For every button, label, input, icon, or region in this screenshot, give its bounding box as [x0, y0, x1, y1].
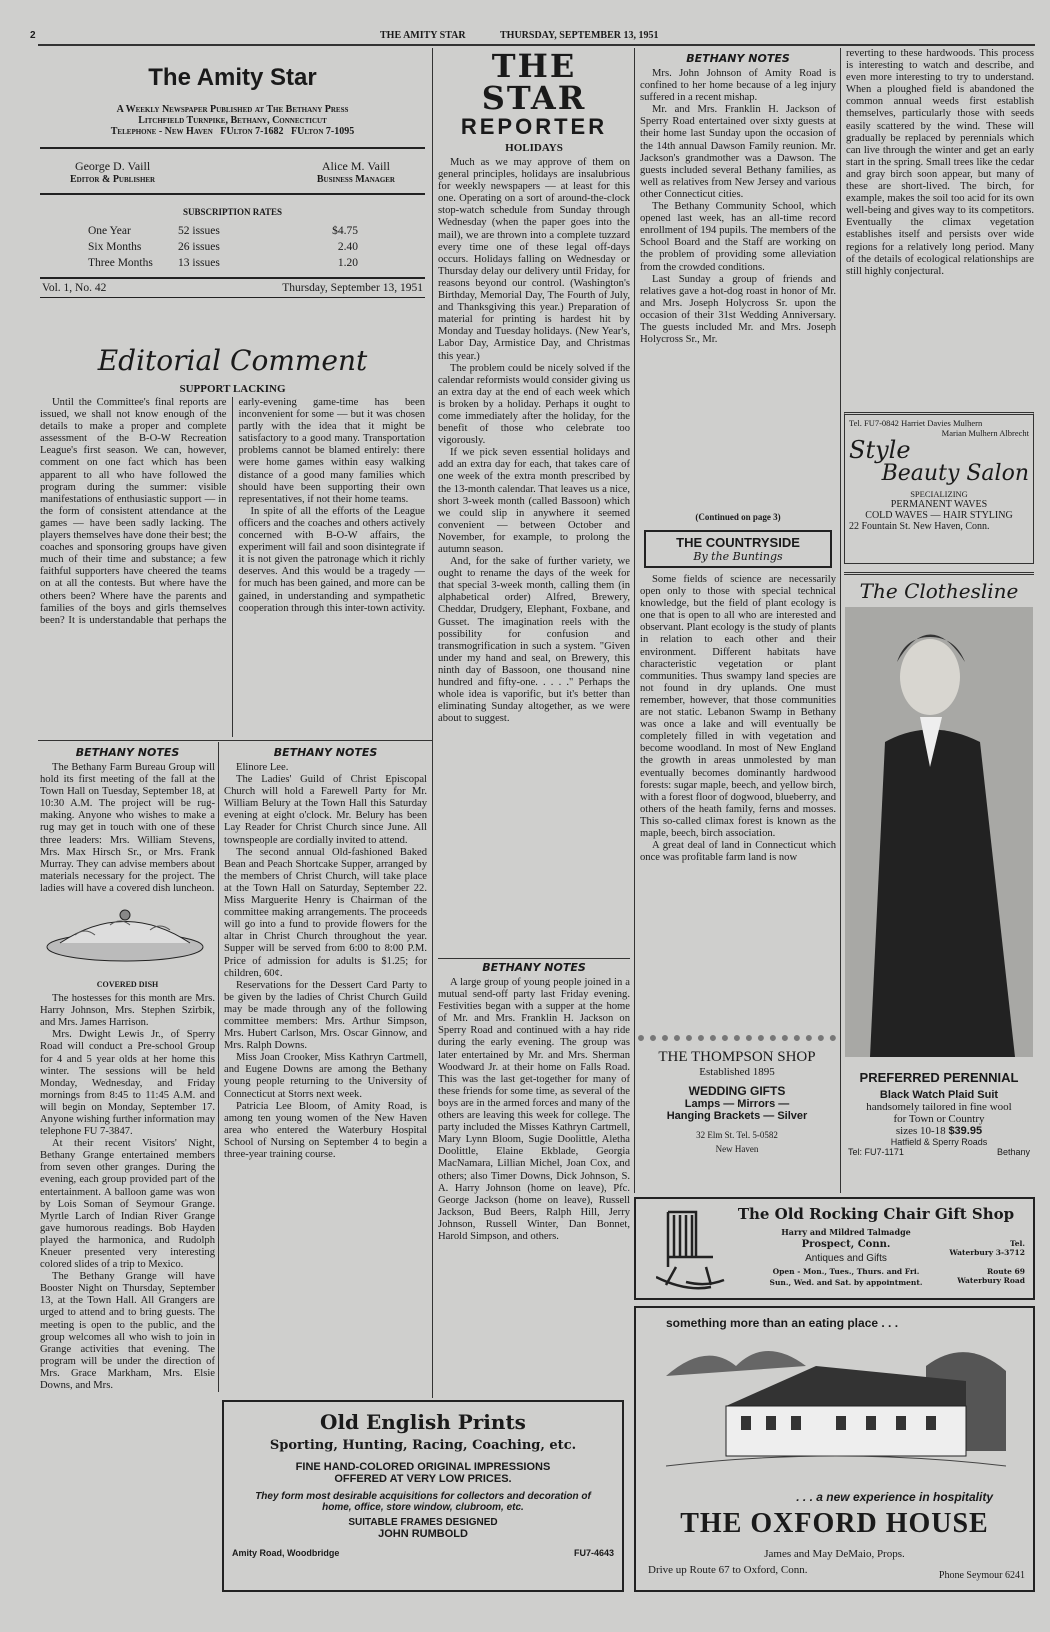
- ad-price: $39.95: [948, 1125, 983, 1137]
- ad-line: Antiques and Gifts: [805, 1253, 887, 1264]
- ad-town: Prospect, Conn.: [801, 1239, 891, 1250]
- page-number: 2: [30, 30, 36, 41]
- ad-tagline: . . . a new experience in hospitality: [796, 1490, 993, 1504]
- article-body: [438, 157, 630, 952]
- ad-owner: Marian Mulhern Albrecht: [941, 428, 1029, 438]
- article-headline: HOLIDAYS: [505, 142, 563, 154]
- ad-owner: JOHN RUMBOLD: [378, 1528, 468, 1540]
- masthead: [40, 58, 425, 298]
- ad-phone: Waterbury 3-3712: [949, 1248, 1025, 1257]
- ad-phone: Tel. FU7-0842: [849, 418, 899, 428]
- paragraph: The Bethany Grange will have Booster Night on Thursday, September 13, at the Town Hall. All Grangers are urged to attend and to bring guests. The meeting is open to the public, and the group welcomes all who wish to join in Grange activities that evening. The program will be under the direction of Mrs. Grace Markham, Mrs. Elsie Downs, and Mrs.: [40, 1271, 215, 1392]
- rates-table: [40, 223, 425, 271]
- countryside-continuation: reverting to these hardwoods. This process is interesting to watch and describe, and even more interesting to try to understand. When a ploughed field is abandoned the common annual weeds first establish themselves, particularly those with seeds easily scattered by the wind. These will gradually be replaced by perennials which can live through the winter and get an early start in the spring. Small trees like the cedar and gray birch soon appear, but many of these are short-lived. The birch, for example, makes the soil too acid for its own well-being and gives way to its competitors. Eventually the climax vegetation establishes itself and persists over wide regions for a relatively long period. Many of the details of ecological relationships are still highly conjectural.: [846, 48, 1034, 277]
- ad-tagline: something more than an eating place . . .: [666, 1316, 899, 1330]
- notes-body: [640, 68, 836, 510]
- ad-phone: Phone Seymour 6241: [938, 1570, 1025, 1581]
- section-heading: BETHANY NOTES: [75, 746, 180, 759]
- ad-phone: Tel: FU7-1171: [848, 1147, 904, 1157]
- ad-title: Style: [849, 436, 911, 464]
- oxford-house-ad: [634, 1306, 1035, 1592]
- paragraph: Miss Joan Crooker, Miss Kathryn Cartmell, and Eugene Downs are among the Bethany young people returning to the University of Connecticut at Storrs next week.: [224, 1052, 427, 1100]
- rates-title: SUBSCRIPTION RATES: [182, 207, 283, 217]
- rate-price: 1.20: [337, 257, 358, 269]
- ad-phone: FU7-4643: [573, 1548, 614, 1558]
- ad-title: The Clothesline: [859, 579, 1019, 603]
- ad-line: for Town or Country: [893, 1113, 985, 1125]
- ad-line: Lamps — Mirrors —: [684, 1098, 790, 1110]
- ad-title: Beauty Salon: [881, 461, 1029, 486]
- reporter-subtitle: REPORTER: [460, 114, 608, 139]
- editorial-title: Editorial Comment: [97, 344, 368, 377]
- ad-route: Route 69: [987, 1267, 1025, 1276]
- image-caption: COVERED DISH: [96, 980, 159, 990]
- paragraph: In spite of all the efforts of the League officers and the coaches and others actively concerned with B-O-W affairs, the experiment will fail and soon disintegrate if it is not given the patronage which it richly deserves. And this would be a tragedy — for much has been gained, and more can be gained, in understanding and sympathetic cooperation through this inter-town activity.: [238, 505, 425, 614]
- editor-block: [70, 159, 155, 185]
- paragraph: The hostesses for this month are Mrs. Harry Johnson, Mrs. Stephen Szirbik, and Mrs. James Harrison.: [40, 993, 215, 1029]
- continued-note: (Continued on page 3): [695, 512, 781, 522]
- ad-address: 22 Fountain St. New Haven, Conn.: [849, 521, 990, 532]
- ad-line: Hanging Brackets — Silver: [666, 1110, 808, 1122]
- ad-line: OFFERED AT VERY LOW PRICES.: [334, 1473, 512, 1485]
- ad-owners: Harry and Mildred Talmadge: [781, 1227, 911, 1237]
- ad-headline: WEDDING GIFTS: [688, 1084, 786, 1098]
- thompson-shop-ad: [638, 1035, 836, 1195]
- ad-subtitle: Sporting, Hunting, Racing, Coaching, etc.: [269, 1438, 577, 1453]
- editor-role: Editor & Publisher: [70, 174, 156, 185]
- masthead-title: The Amity Star: [148, 64, 317, 91]
- ad-owner: Harriet Davies Mulhern: [901, 418, 983, 428]
- manager-block: [317, 159, 395, 185]
- paragraph: Some fields of science are necessarily open only to those with special technical knowledge, but the field of plant ecology is one that is open to all who are interested and observant. Plant ecology is the study of plants in relation to each other and their environment. Different habitats have characteristic vegetation or plant communities. Thus swampy land species are not found in dry uplands. One must remember, however, that those communities are not static. Lebanon Swamp in Bethany was once a lake and will eventually be completely filled in with vegetation and become woodland. In most of New England the growth in areas unmolested by man eventually becomes dominantly hardwood forests: sugar maple, beech, and yellow birch, with a forest floor of dogwood, blueberry, and others of the heath family, ferns and mosses. This so-called climax forest is known as the maple, beech, birch association.: [640, 574, 836, 839]
- ad-phone-label: Tel.: [1010, 1239, 1025, 1248]
- rate-issues: 52 issues: [178, 225, 220, 237]
- old-english-prints-ad: [222, 1400, 624, 1592]
- rate-price: $4.75: [332, 225, 358, 237]
- byline: By the Buntings: [693, 550, 783, 563]
- bethany-notes-1: [40, 744, 215, 1594]
- manager-role: Business Manager: [316, 174, 395, 185]
- paragraph: Last Sunday a group of friends and relatives gave a hot-dog roast in honor of Mr. and Mrs. Joseph Holycross Sr. upon the occasion of their 31st Wedding Anniversary. The guests included Mr. and Mrs. Joseph Holycross Sr., Mr.: [640, 273, 836, 346]
- paragraph: The Bethany Farm Bureau Group will hold its first meeting of the fall at the Town Hall on Tuesday, September 18, at 10:30 A.M. The project will be rug-making. Anyone who wishes to make a rug may get in touch with one of these three leaders: Mrs. William Stevens, Mrs. Max Hirsch Sr., or Mrs. Frank Murray. They can advise members about materials necessary for the project. The ladies will have a covered dish luncheon.: [40, 762, 215, 894]
- ad-address: Hatfield & Sperry Roads: [890, 1137, 988, 1147]
- paragraph: And, for the sake of further variety, we ought to rename the days of the week for that special 3-week month, calling them (in alphabetical order) Alfred, Brewery, Cheddar, Drudgery, Elephant, Foxbane, and Gusset. The imagination reels with the possibility for confusion and transmogrification in such a system. "Given under my hand and seal, on Brewery, this ninth day of Bassoon, one thousand nine hundred and fifty-one. . . . ." Perhaps the whole idea is vaporific, but it's better than eliminating Sunday altogether, as we were about to suggest.: [438, 556, 630, 725]
- address-line: Litchfield Turnpike, Bethany, Connecticut: [138, 115, 327, 126]
- rate-term: Three Months: [88, 257, 153, 269]
- ad-item: Black Watch Plaid Suit: [879, 1089, 999, 1101]
- ad-proprietors: James and May DeMaio, Props.: [764, 1548, 905, 1560]
- section-heading: BETHANY NOTES: [482, 961, 586, 974]
- paragraph: Patricia Lee Bloom, of Amity Road, is among ten young women of the New Haven area who entered the Waterbury Hospital School of Nursing on September 4 to begin a three-year training course.: [224, 1100, 427, 1160]
- ad-town: Bethany: [996, 1147, 1030, 1157]
- paragraph: Until the Committee's final reports are issued, we shall not know enough of the details to make a proper and complete assessment of the B-O-W Recreation League's first season. We can, however, comment on one fact which has been apparent to all who have followed the program during the summer: visible manifestations of enthusiastic support — in the form of consistent attendance at the games — have been sadly lacking. The players themselves have done their best; the coaches and sponsoring groups have given much of their time and substance; a few faithful supporters have cheered the teams on at all the contests. But where have the others been? Where have the parents and families of the boys and girls themselves been? It is understandable that perhaps the early-evening game-time has been inconvenient for some — but it was chosen partly with the idea that it might be satisfactory to a good many. Transportation problems cannot be blamed entirely: there were home games within easy walking distance of a good many families which should have been supporting their own representatives, if not their home teams.: [40, 397, 425, 626]
- rate-row: [88, 255, 425, 271]
- column-title: THE COUNTRYSIDE: [676, 535, 800, 550]
- ad-directions: Drive up Route 67 to Oxford, Conn.: [648, 1564, 808, 1576]
- woman-in-suit-photo: [845, 607, 1033, 1057]
- paragraph: Elinore Lee.: [236, 762, 289, 773]
- rocking-chair-illustration: [656, 1207, 726, 1292]
- paragraph: The Bethany Community School, which opened last week, has an all-time record enrollment of 194 pupils. The members of the School Board and the Staff are working on the problem of providing some alleviation from the crowded conditions.: [640, 201, 836, 273]
- column-4: [640, 50, 836, 1140]
- ad-hours: Open - Mon., Tues., Thurs. and Fri.: [772, 1267, 920, 1276]
- phone-2: FUlton 7-1095: [291, 126, 355, 137]
- notes-body: [40, 993, 215, 1392]
- ad-sizes: sizes 10-18: [895, 1125, 946, 1137]
- ad-town: New Haven: [715, 1144, 759, 1154]
- paragraph: At their recent Visitors' Night, Bethany Grange entertained members from seven other granges. During the evening, each group provided part of the entertainment. A balloon game was won by Lois Soman of Seymour Grange. Myrtle Larch of Indian River Grange gave humorous readings. Bob Hayden played the harmonica, and Rudolph Kneuer presented very interesting colored slides of a trip to Mexico.: [40, 1138, 215, 1271]
- covered-dish-illustration: [40, 895, 210, 975]
- ad-road: Waterbury Road: [957, 1276, 1025, 1285]
- notes-body: [438, 977, 630, 1243]
- notes-body: [40, 762, 215, 895]
- rate-term: One Year: [88, 225, 131, 237]
- paragraph: If we pick seven essential holidays and add an extra day for each, that takes care of one week of the extra month prescribed by the 13-month calendar. That leaves us a nice, short 3-week month (called Bassoon) which we could slip in anywhere it seemed convenient — between October and November, for example, to prolong the autumn season.: [438, 447, 630, 555]
- countryside-header: [644, 530, 832, 568]
- notes-body: [224, 762, 427, 1161]
- rate-row: [88, 239, 425, 255]
- ad-title: THE OXFORD HOUSE: [680, 1508, 989, 1539]
- star-reporter-column: [438, 50, 630, 1395]
- ad-line: FINE HAND-COLORED ORIGINAL IMPRESSIONS: [295, 1461, 551, 1473]
- bethany-notes-2: [224, 744, 427, 1394]
- issue-date: Thursday, September 13, 1951: [282, 282, 423, 294]
- rate-issues: 13 issues: [178, 257, 220, 269]
- phone-label: Telephone - New Haven: [110, 126, 213, 137]
- section-heading: BETHANY NOTES: [686, 52, 790, 65]
- clothesline-ad: [844, 572, 1034, 1192]
- rate-row: [88, 223, 425, 239]
- paragraph: The second annual Old-fashioned Baked Bean and Peach Shortcake Supper, arranged by the members of Christ Church, will take place at the Town Hall on Saturday, September 22. Miss Marguerite Henry is Chairman of the committee making arrangements. The proceeds will go into a fund to provide flowers for the altar in Christ Church throughout the year. Supper will be served from 6:00 to 8:00 P.M. Price of admission for adults is $1.25; for children, 60¢.: [224, 846, 427, 979]
- paragraph: A great deal of land in Connecticut which once was profitable farm land is now: [640, 840, 836, 864]
- ad-address: 32 Elm St. Tel. 5-0582: [696, 1130, 778, 1140]
- ad-headline: PREFERRED PERENNIAL: [859, 1070, 1019, 1085]
- rate-issues: 26 issues: [178, 241, 220, 253]
- paragraph: Mrs. John Johnson of Amity Road is confined to her home because of a leg injury suffered in a recent mishap.: [640, 68, 836, 104]
- ad-line: SUITABLE FRAMES DESIGNED: [348, 1517, 498, 1528]
- manager-name: Alice M. Vaill: [321, 159, 390, 173]
- publisher-line: A Weekly Newspaper Published at The Bethany Press: [116, 104, 349, 115]
- ad-description: They form most desirable acquisitions for collectors and decoration of home, office, store window, clubroom, etc.: [255, 1491, 591, 1513]
- paragraph: A large group of young people joined in a mutual send-off party last Friday evening. Festivities began with a supper at the home of Mr. and Mrs. Franklin H. Jackson on Sperry Road and continued with a hay ride during the early evening. The group was later entertained by Mr. and Mrs. Sherman Woodward Jr. at their home on Falls Road. This was the last get-together for many of these friends for some time, as several of the boys are in the armed forces and many of the others are leaving this week for college. The party included the Misses Kathryn Cartmell, Mary Lynn Bloom, Sugie Doolittle, Aletha Doolittle, Elaine Ekblade, Georgia MacNamara, Lillian Michel, Joan Cox, and others; also Timer Downs, Dick Johnson, S. A. Harry Johnson (home on leave), Pfc. George Jackson (home on leave), Russell Jackson, Bud Beers, Ralph Hill, Jerry Johnson, Russell Winter, Dan Bonnet, Harold Simpson, and others.: [438, 977, 630, 1242]
- ad-hours: Sun., Wed. and Sat. by appointment.: [769, 1278, 923, 1287]
- reporter-title: THE STAR: [481, 50, 587, 117]
- ad-line: COLD WAVES — HAIR STYLING: [865, 510, 1013, 521]
- running-title: THE AMITY STAR: [380, 30, 466, 41]
- rate-term: Six Months: [88, 241, 142, 253]
- volume-number: Vol. 1, No. 42: [42, 282, 107, 294]
- phone-1: FUlton 7-1682: [220, 126, 284, 137]
- ad-line: handsomely tailored in fine wool: [866, 1101, 1012, 1113]
- article-body: [640, 574, 836, 1079]
- rocking-chair-gift-shop-ad: [634, 1197, 1035, 1300]
- ad-title: The Old Rocking Chair Gift Shop: [737, 1205, 1015, 1223]
- paragraph: Reservations for the Dessert Card Party to be given by the ladies of Christ Church Guild may be made through any of the following committee members: Mrs. Arthur Simpson, Mrs. Hubert Carlson, Mrs. Oscar Ginnow, and Mrs. Ralph Downs.: [224, 979, 427, 1052]
- running-date: THURSDAY, SEPTEMBER 13, 1951: [500, 30, 659, 41]
- paragraph: Much as we may approve of them on general principles, holidays are insalubrious for weekly newspapers — at least for this one. Operating on a sort of around-the-clock stop-watch schedule from Sunday through Wednesday (when the paper goes into the mail), we are thrown into a complete tuzzard every time one of these legal off-days occurs. Holidays falling on Wednesday or Thursday delay our delivery until Friday, for reasons beyond our control. (Washington's Birthday, Memorial Day, The Fourth of July, and Thanksgiving this year.) Preparation of material for printing is hardest hit by Monday and Tuesday holidays. (New Year's, Labor Day, Armistice Day, and Christmas this year.): [438, 157, 630, 362]
- paragraph: Mr. and Mrs. Franklin H. Jackson of Sperry Road entertained over sixty guests at their home last Sunday upon the occasion of the 14th annual Dawson Family reunion. Mr. Jackson's grandmother was a Dawson. The guests included several Bethany families, as well as relatives from New Jersey and various other Connecticut cities.: [640, 104, 836, 200]
- ad-line: SPECIALIZING: [910, 489, 968, 499]
- ad-title: THE THOMPSON SHOP: [658, 1049, 816, 1065]
- ad-title: Old English Prints: [320, 1410, 526, 1434]
- paragraph: Mrs. Dwight Lewis Jr., of Sperry Road will conduct a Pre-school Group for 4 and 5 year olds at her home this winter. The sessions will be held Monday, Wednesday, and Friday mornings from 8:45 to 11:45 A.M. and will begin on Monday, September 17. Anyone wishing further information may telephone FU 7-3847.: [40, 1029, 215, 1138]
- ad-address: Amity Road, Woodbridge: [232, 1548, 340, 1558]
- oxford-house-illustration: [666, 1336, 1006, 1486]
- paragraph: The Ladies' Guild of Christ Episcopal Church will hold a Farewell Party for Mr. William Belury at the Town Hall this Saturday evening at eight o'clock. Mr. Belury has been Lay Reader for Christ Church since June. All townspeople are cordially invited to attend.: [224, 774, 427, 846]
- paragraph: The problem could be nicely solved if the calendar reformists would consider giving us an extra day at the end of each week which is broken by a holiday. Perhaps it ought to come immediately after the holiday, for the benefit of those who celebrate too vigorously.: [438, 362, 630, 447]
- ad-line: PERMANENT WAVES: [890, 499, 988, 510]
- editorial-body: [40, 397, 425, 737]
- editor-name: George D. Vaill: [74, 159, 151, 173]
- section-heading: BETHANY NOTES: [273, 746, 378, 759]
- rate-price: 2.40: [337, 241, 358, 253]
- style-beauty-salon-ad: [844, 412, 1034, 564]
- editorial-headline: SUPPORT LACKING: [179, 383, 286, 395]
- ad-established: Established 1895: [699, 1066, 775, 1078]
